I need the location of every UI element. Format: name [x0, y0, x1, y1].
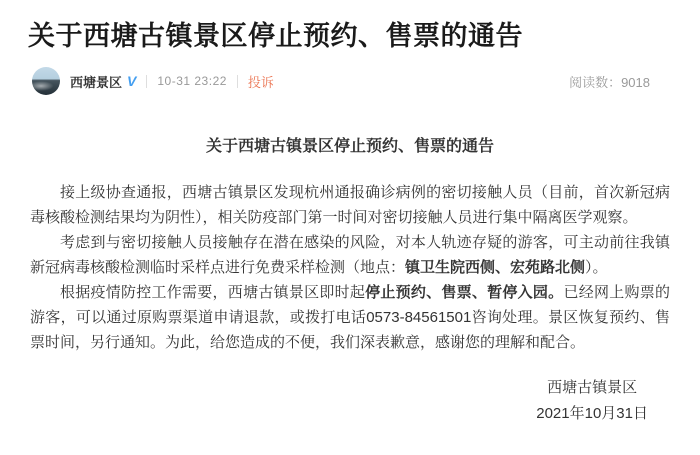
report-complaint-link[interactable]: 投诉	[247, 74, 274, 90]
publish-timestamp: 10-31 23:22	[157, 74, 227, 88]
article-paragraph	[30, 230, 670, 280]
article-paragraph	[30, 280, 670, 355]
article-body	[0, 136, 700, 427]
signature-block	[536, 375, 648, 427]
paragraph-text: 接上级协查通报，西塘古镇景区发现杭州通报确诊病例的密切接触人员（目前，首次新冠病毒核酸检测结果均为阴性），相关防疫部门第一时间对密切接触人员进行集中隔离医学观察。	[30, 184, 670, 226]
signature-date: 2021年10月31日	[536, 405, 648, 422]
paragraph-text: ）。	[585, 259, 608, 276]
article-paragraph	[30, 180, 670, 230]
divider	[146, 75, 147, 88]
verified-v-icon: V	[127, 73, 137, 89]
author-name-link[interactable]: 西塘景区	[70, 74, 123, 90]
post-header	[32, 67, 650, 95]
page-title: 关于西塘古镇景区停止预约、售票的通告	[28, 21, 523, 51]
paragraph-text: 根据疫情防控工作需要，西塘古镇景区即时起	[60, 284, 366, 301]
weibo-article-page	[0, 18, 700, 455]
article-paragraphs	[30, 180, 670, 355]
read-count: 阅读数：9018	[569, 74, 650, 90]
paragraph-text: 考虑到与密切接触人员接触存在潜在感染的风险，对本人轨迹存疑的游客，可主动前往我镇新冠病毒核酸检测临时采样点进行免费采样检测（地点：	[30, 234, 670, 276]
avatar[interactable]	[32, 67, 60, 95]
divider	[237, 75, 238, 88]
paragraph-text: 已经网上购票的游客，可以通过原购票渠道申请退款，或拨打电话0573-84561501咨询处理。景区恢复预约、售票时间，另行通知。为此，给您造成的不便，我们深表歉意，感谢您的理解和配合。	[30, 284, 670, 351]
signature-name: 西塘古镇景区	[547, 379, 638, 396]
article-heading: 关于西塘古镇景区停止预约、售票的通告	[205, 138, 494, 155]
paragraph-text-bold: 停止预约、售票、暂停入园。	[365, 284, 564, 301]
paragraph-text-bold: 镇卫生院西侧、宏苑路北侧	[405, 259, 586, 276]
